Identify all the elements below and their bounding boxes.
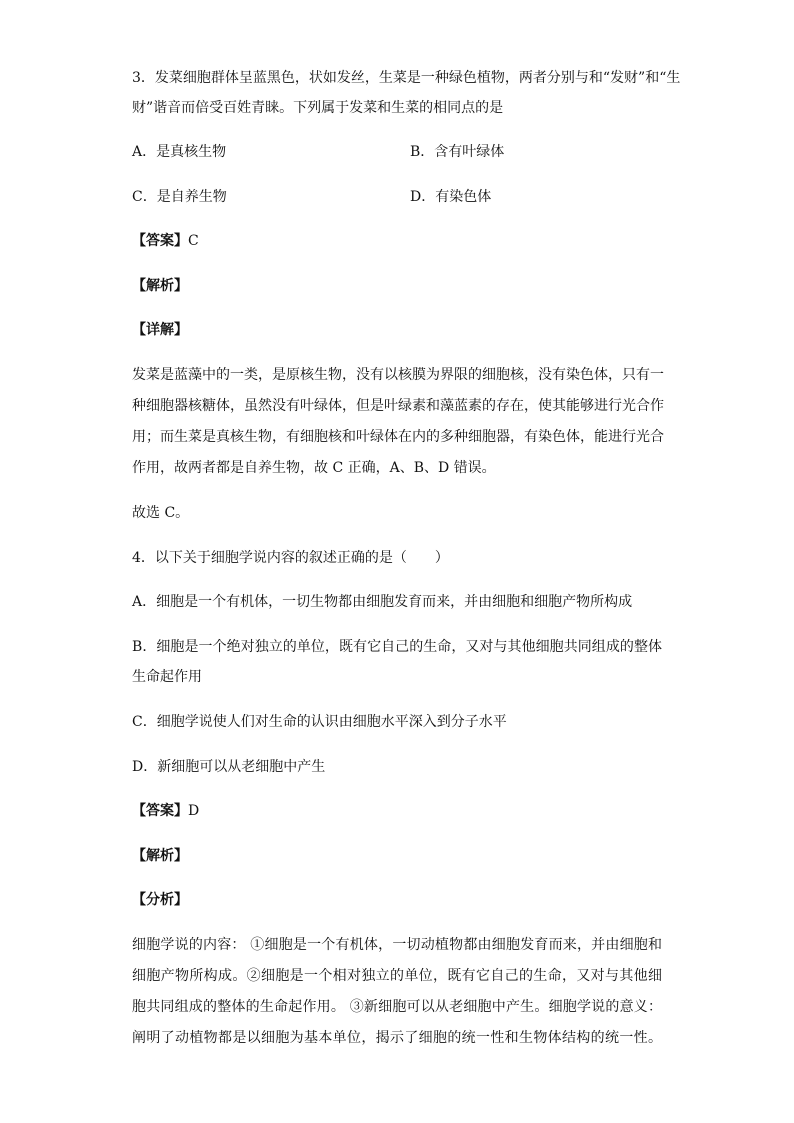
q3-conclusion: 故选 C。 bbox=[132, 505, 190, 521]
q3-analysis-heading: 【解析】 bbox=[132, 278, 188, 294]
q4-option-c: C．细胞学说使人们对生命的认识由细胞水平深入到分子水平 bbox=[132, 714, 507, 730]
q3-stem-line-1: 3．发菜细胞群体呈蓝黑色，状如发丝，生菜是一种绿色植物，两者分别与和“发财”和“生 bbox=[132, 70, 681, 86]
q3-stem-line-2: 财”谐音而倍受百姓青睐。下列属于发菜和生菜的相同点的是 bbox=[132, 100, 504, 116]
q4-fenxi-line-1: 细胞学说的内容： ①细胞是一个有机体，一切动植物都由细胞发育而来，并由细胞和 bbox=[132, 937, 662, 953]
q3-answer-label: 【答案】 bbox=[132, 233, 188, 249]
q3-detail-line-1: 发菜是蓝藻中的一类，是原核生物，没有以核膜为界限的细胞核，没有染色体，只有一 bbox=[132, 367, 664, 383]
q4-fenxi-line-3: 胞共同组成的整体的生命起作用。 ③新细胞可以从老细胞中产生。细胞学说的意义： bbox=[132, 999, 662, 1015]
q3-detail-line-3: 用；而生菜是真核生物，有细胞核和叶绿体在内的多种细胞器，有染色体，能进行光合 bbox=[132, 429, 664, 445]
q3-option-c: C．是自养生物 bbox=[132, 189, 227, 205]
q4-fenxi-line-4: 阐明了动植物都是以细胞为基本单位，揭示了细胞的统一性和生物体结构的统一性。 bbox=[132, 1030, 662, 1046]
q3-answer-value: C bbox=[188, 233, 199, 249]
q3-option-a: A．是真核生物 bbox=[132, 144, 227, 160]
q4-option-d: D．新细胞可以从老细胞中产生 bbox=[132, 759, 326, 775]
q3-detail-line-2: 种细胞器核糖体，虽然没有叶绿体，但是叶绿素和藻蓝素的存在，使其能够进行光合作 bbox=[132, 398, 664, 414]
q4-stem: 4．以下关于细胞学说内容的叙述正确的是（ ） bbox=[132, 550, 449, 566]
q4-option-b-line-2: 生命起作用 bbox=[132, 669, 202, 685]
q4-answer-label: 【答案】 bbox=[132, 803, 188, 819]
q4-option-b-line-1: B．细胞是一个绝对独立的单位，既有它自己的生命，又对与其他细胞共同组成的整体 bbox=[132, 639, 662, 655]
q4-option-a: A．细胞是一个有机体，一切生物都由细胞发育而来，并由细胞和细胞产物所构成 bbox=[132, 594, 633, 610]
q3-answer bbox=[132, 231, 199, 251]
q4-fenxi-heading: 【分析】 bbox=[132, 892, 188, 908]
q4-answer-value: D bbox=[188, 803, 200, 819]
q3-detail-line-4: 作用，故两者都是自养生物，故 C 正确，A、B、D 错误。 bbox=[132, 460, 496, 476]
q4-fenxi-line-2: 细胞产物所构成。②细胞是一个相对独立的单位，既有它自己的生命，又对与其他细 bbox=[132, 968, 662, 984]
q4-analysis-heading: 【解析】 bbox=[132, 848, 188, 864]
q3-option-d: D．有染色体 bbox=[410, 189, 492, 205]
q3-detail-heading: 【详解】 bbox=[132, 322, 188, 338]
q4-answer bbox=[132, 801, 199, 821]
q3-option-b: B．含有叶绿体 bbox=[410, 144, 505, 160]
